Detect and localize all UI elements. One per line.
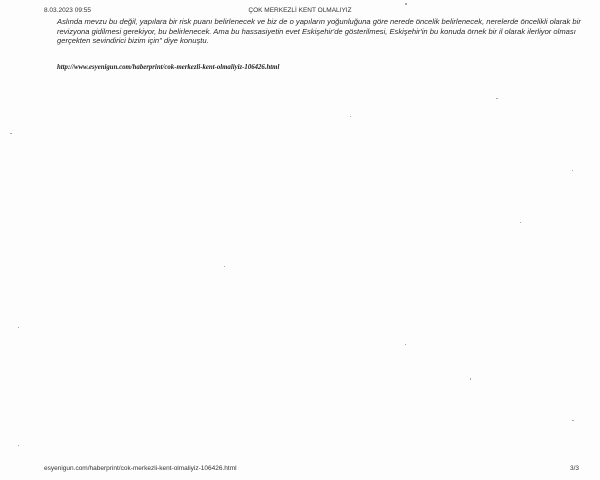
scan-speck: [520, 222, 521, 223]
scan-speck: [350, 116, 351, 117]
scan-speck: [470, 378, 471, 380]
print-datetime: 8.03.2023 09:55: [44, 7, 91, 14]
footer-url: esyenigun.com/haberprint/cok-merkezli-kent-olmaliyiz-106426.html: [44, 465, 237, 472]
scan-speck: [224, 266, 225, 267]
source-link[interactable]: http://www.esyenigun.com/haberprint/cok-merkezli-kent-olmaliyiz-106426.html: [57, 64, 280, 71]
scan-speck: [10, 133, 12, 134]
scan-speck: [405, 3, 407, 5]
page-number: 3/3: [569, 465, 579, 472]
scan-speck: [572, 170, 573, 171]
scan-speck: [405, 344, 406, 345]
scan-speck: [572, 420, 574, 421]
scan-speck: [496, 98, 498, 99]
scan-speck: [18, 445, 19, 446]
scan-speck: [18, 327, 19, 328]
page-title: ÇOK MERKEZLİ KENT OLMALIYIZ: [248, 7, 352, 14]
article-paragraph: Aslında mevzu bu değil, yapılara bir risk puanı belirlenecek ve biz de o yapıların yoğunluğuna göre nerede öncelik belirlenecek, nerelerde öncelikli olarak bir revizyona gidilmesi gerekiyor, bu belirlenecek. Ama bu hassasiyetin evet Eskişehir'de gösterilmesi, Eskişehir'in bu konuda örnek bir il olarak ilerliyor olması gerçekten sevindirici bizim için" diye konuştu.: [57, 17, 581, 46]
article-body: [57, 17, 597, 46]
